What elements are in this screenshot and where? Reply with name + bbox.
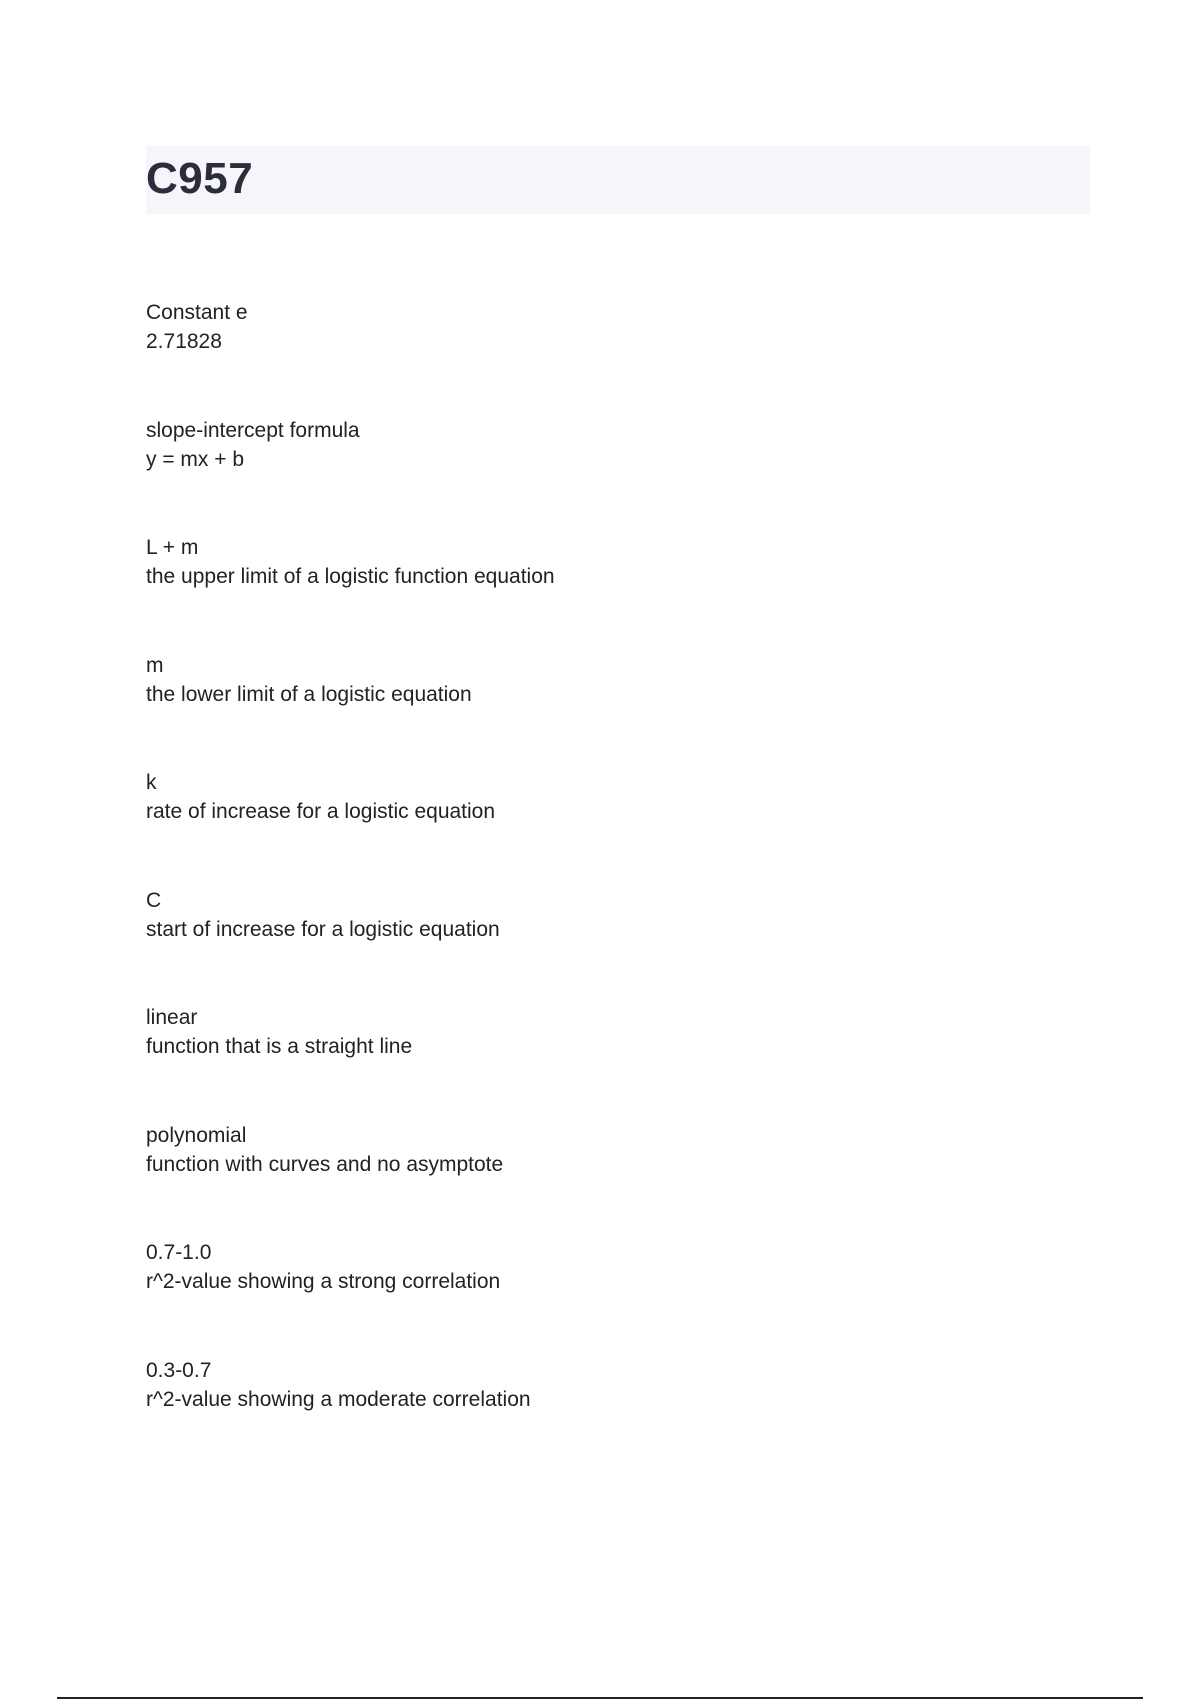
flashcard-list [146,298,1090,1473]
flashcard [146,1121,1090,1239]
flashcard-term: 0.7-1.0 [146,1241,212,1264]
flashcard-term: linear [146,1006,198,1029]
flashcard-definition: r^2-value showing a moderate correlation [146,1387,531,1411]
page-title: C957 [146,154,254,203]
flashcard-term: slope-intercept formula [146,418,360,442]
flashcard [146,768,1090,886]
flashcard-term: 0.3-0.7 [146,1358,212,1382]
flashcard-definition: function with curves and no asymptote [146,1152,504,1176]
flashcard [146,298,1090,416]
title-banner [146,146,1090,214]
flashcard [146,1356,1090,1474]
flashcard [146,416,1090,534]
flashcard-term: Constant e [146,301,248,324]
flashcard-definition: y = mx + b [146,447,245,471]
flashcard-definition: start of increase for a logistic equation [146,917,500,941]
flashcard [146,1003,1090,1121]
flashcard-term: polynomial [146,1123,247,1147]
flashcard-definition: function that is a straight line [146,1035,413,1058]
flashcard [146,886,1090,1004]
flashcard-term: C [146,888,162,912]
flashcard-definition: r^2-value showing a strong correlation [146,1270,501,1293]
flashcard [146,1238,1090,1356]
flashcard-definition: the lower limit of a logistic equation [146,682,472,706]
page-bottom-divider [57,1697,1143,1699]
flashcard-definition: rate of increase for a logistic equation [146,800,496,823]
flashcard-term: L + m [146,536,199,559]
flashcard [146,533,1090,651]
flashcard-definition: 2.71828 [146,330,222,353]
flashcard-term: m [146,653,164,677]
flashcard-definition: the upper limit of a logistic function equation [146,565,555,588]
flashcard [146,651,1090,769]
flashcard-term: k [146,771,157,794]
